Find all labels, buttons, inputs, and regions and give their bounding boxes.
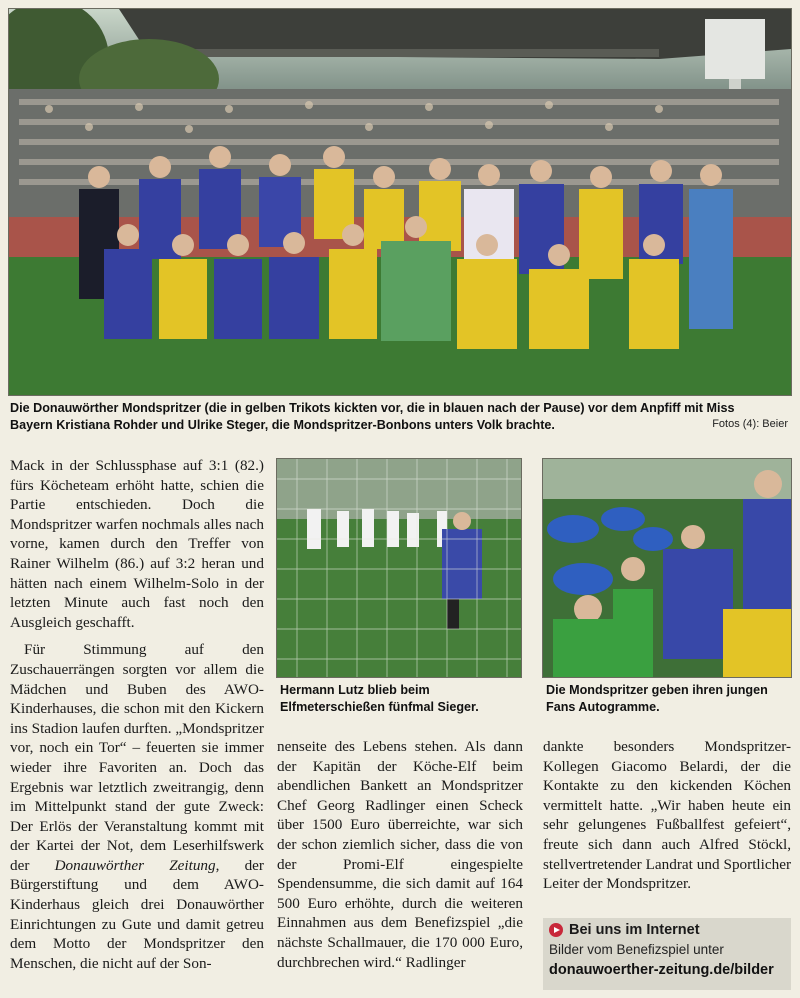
- article-column-1: [10, 456, 264, 973]
- team-photo: [8, 8, 792, 396]
- penalty-photo: [276, 458, 522, 678]
- article-paragraph: [10, 640, 264, 973]
- article-paragraph: dankte besonders Mondspritzer-Kollegen Giacomo Belardi, der die Kontakte zu den kickenden Köchen vermittelt hatte. „Wir haben heute ein sehr gelungenes Fußballfest gefeiert“, freute sich dann auch Alfred Stöckl, stellvertretender Landrat und Sportlicher Leiter der Mondspritzer.: [543, 738, 791, 893]
- internet-info-box: [543, 918, 791, 990]
- article-column-3: [543, 737, 791, 894]
- info-box-url-link[interactable]: donauwoerther-zeitung.de/bilder: [549, 962, 774, 978]
- article-column-2: [277, 737, 523, 972]
- team-photo-caption: Die Donauwörther Mondspritzer (die in gelben Trikots kickten vor, die in blauen nach der Pause) vor dem Anpfiff mit Miss Bayern Kristiana Rohder und Ulrike Steger, die Mondspritzer-Bonbons unters Volk brachte.: [10, 401, 735, 432]
- article-paragraph: Mack in der Schlussphase auf 3:1 (82.) fürs Köcheteam erhöht hatte, schien die Partie entschieden. Doch die Mondspritzer warfen nochmals alles nach vorne, kamen durch den Treffer von Rainer Wilhelm (86.) auf 3:2 heran und hätten nach einem Wilhelm-Solo in der letzten Minute auch fast noch den Ausgleich geschafft.: [10, 457, 264, 631]
- team-photo-illustration: [9, 9, 791, 395]
- info-box-heading: [549, 922, 700, 938]
- article-paragraph: nenseite des Lebens stehen. Als dann der Kapitän der Köche-Elf beim abendlichen Bankett an Mondspritzer Chef Georg Radlinger einen Scheck über 1500 Euro überreichte, war sich der schon ziemlich sicher, dass die von der Promi-Elf eingespielte Spendensumme, die sich damit auf 164 500 Euro erhöhte, durch die weiteren Einnahmen aus dem Benefizspiel „die nächste Schallmauer, die 170 000 Euro, durchbrechen wird.“ Radlinger: [277, 738, 523, 971]
- autograph-photo-caption: Die Mondspritzer geben ihren jungen Fans Autogramme.: [546, 683, 768, 714]
- autograph-photo-illustration: [543, 459, 791, 677]
- info-box-heading-text: Bei uns im Internet: [569, 922, 700, 938]
- photo-credit: Fotos (4): Beier: [712, 418, 788, 430]
- penalty-photo-illustration: [277, 459, 521, 677]
- newspaper-name: Donauwörther Zeitung: [54, 856, 216, 874]
- autograph-photo: [542, 458, 792, 678]
- penalty-photo-caption: Hermann Lutz blieb beim Elfmeterschießen fünfmal Sieger.: [280, 683, 479, 714]
- arrow-icon: [549, 923, 563, 937]
- info-box-subtext: Bilder vom Benefizspiel unter: [549, 942, 724, 957]
- article-text: Für Stimmung auf den Zuschauerrängen sorgten vor allem die Mädchen und Buben des AWO-Kinderhauses, die schon mit den Kickern ins Stadion laufen durften. „Mondspritzer vor, noch ein Tor“ – feuerten sie immer wieder ihre Favoriten an. Doch das Ergebnis war letztlich zweitrangig, denn im Mittelpunkt stand der gute Zweck: Der Erlös der Veranstaltung kommt mit der Kartei der Not, dem Leserhilfswerk der: [10, 641, 264, 874]
- article-text: , der Bürgerstiftung und dem AWO-Kinderhaus gleich drei Donauwörther Einrichtungen zu Gute und damit getreu dem Motto der Mondspritzer den Menschen, die nicht auf der Son-: [10, 856, 264, 972]
